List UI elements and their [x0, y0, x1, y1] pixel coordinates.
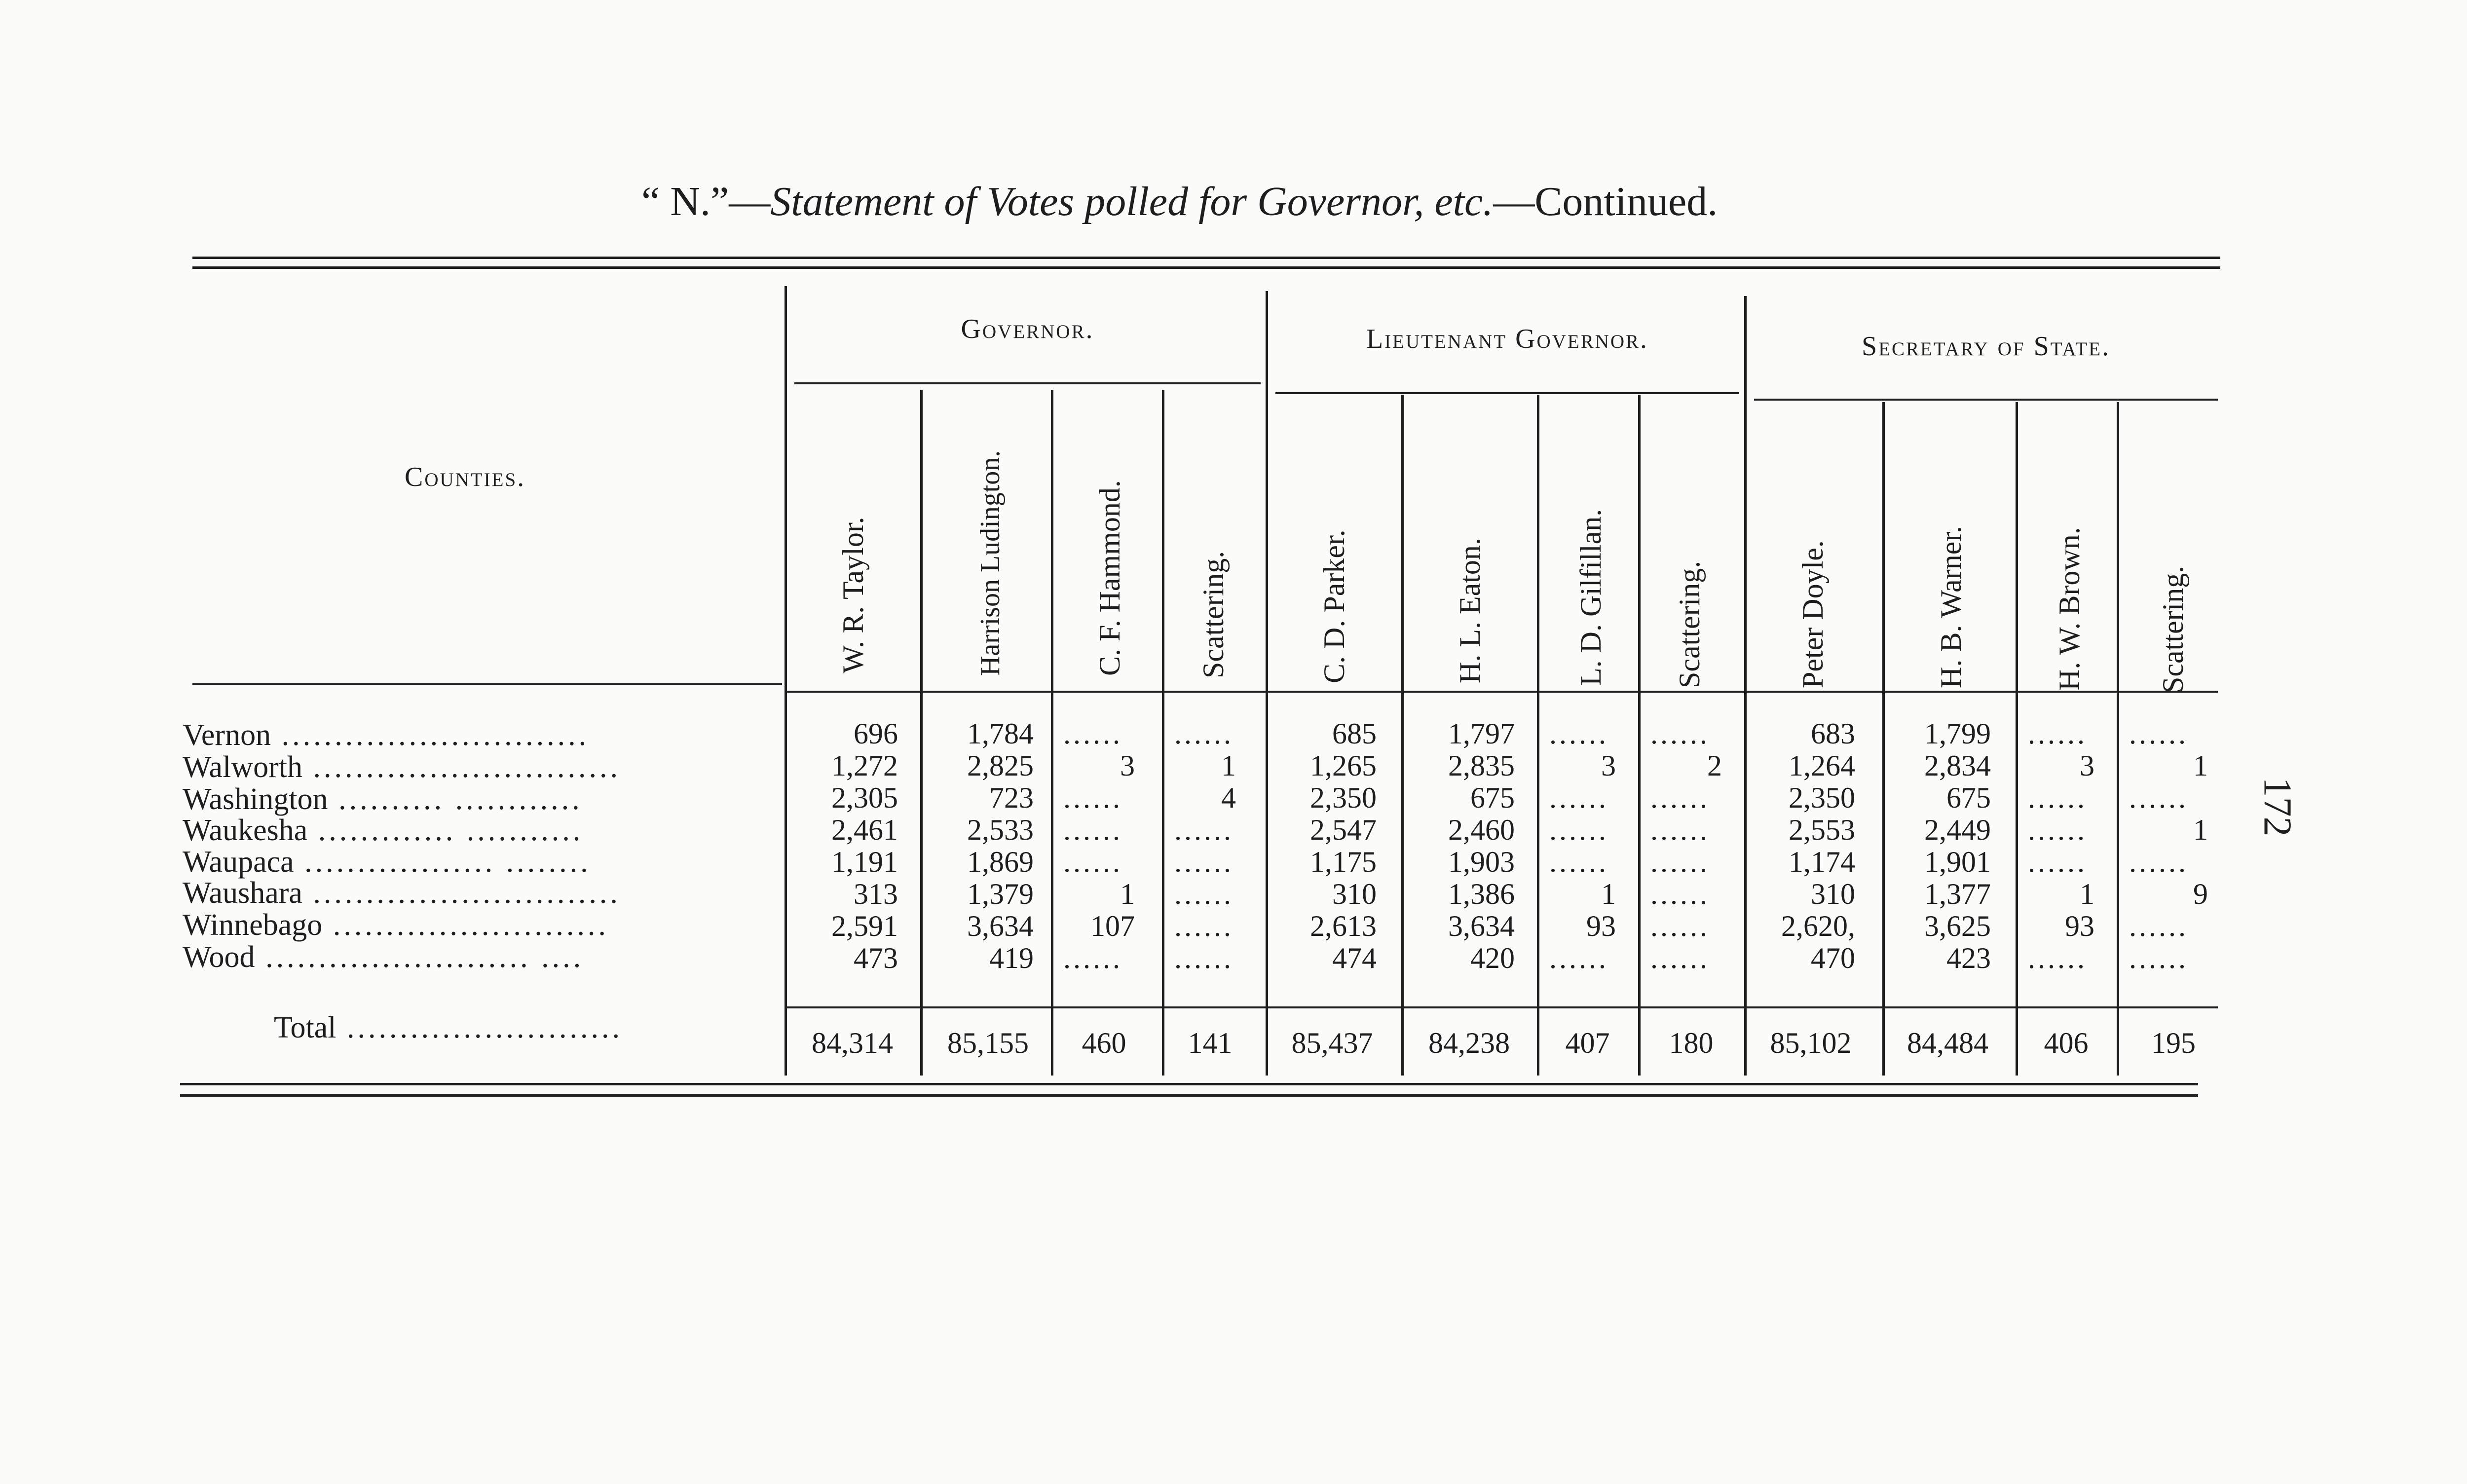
group-governor: Governor.: [961, 314, 1094, 344]
empty-cell-leader: ......: [2129, 846, 2188, 878]
table-cell: 696: [854, 717, 898, 750]
empty-cell-leader: ......: [2028, 846, 2087, 878]
counties-underline: [192, 683, 782, 685]
col-header-w-r-taylor: W. R. Taylor.: [837, 517, 869, 673]
table-cell: 3: [1601, 749, 1616, 782]
table-cell: 1,386: [1448, 878, 1515, 910]
leader-dots: ......................... ....: [255, 940, 584, 974]
county-name: [183, 908, 770, 943]
county-name-text: Wood: [183, 940, 255, 974]
table-cell: 420: [1470, 942, 1515, 974]
empty-cell-leader: ......: [1650, 878, 1710, 910]
county-name-text: Waukesha: [183, 814, 308, 847]
total-leader-dots: ..........................: [336, 1011, 623, 1044]
table-cell: 3: [1120, 749, 1135, 782]
table-cell: 3,634: [967, 910, 1034, 942]
col-sep-11: [2016, 402, 2018, 1076]
table-cell: 2: [1707, 749, 1722, 782]
leader-dots: .............................: [302, 750, 621, 784]
table-cell: 419: [989, 942, 1034, 974]
table-cell: 1,903: [1448, 846, 1515, 878]
col-sep-12: [2117, 402, 2119, 1076]
empty-cell-leader: ......: [1549, 781, 1608, 814]
empty-cell-leader: ......: [2028, 942, 2087, 974]
empty-cell-leader: ......: [2129, 942, 2188, 974]
table-cell: 2,533: [967, 814, 1034, 846]
empty-cell-leader: ......: [2028, 781, 2087, 814]
county-name: [183, 750, 770, 785]
table-cell: 1,797: [1448, 717, 1515, 750]
table-cell: 1: [2193, 749, 2208, 782]
bottom-rule-1: [180, 1083, 2198, 1085]
col-sep-4: [1162, 390, 1164, 1076]
col-header-scattering-lieut: Scattering.: [1673, 560, 1706, 688]
table-cell: 1,784: [967, 717, 1034, 750]
empty-cell-leader: ......: [2129, 781, 2188, 814]
table-cell: 107: [1090, 910, 1135, 942]
total-cell: 85,155: [947, 1027, 1029, 1059]
empty-cell-leader: ......: [1549, 814, 1608, 846]
county-name: [183, 813, 770, 848]
table-cell: 1,174: [1789, 846, 1855, 878]
table-cell: 2,834: [1924, 749, 1991, 782]
table-cell: 310: [1332, 878, 1377, 910]
county-name-text: Walworth: [183, 750, 302, 784]
table-cell: 1,379: [967, 878, 1034, 910]
empty-cell-leader: ......: [2129, 910, 2188, 942]
empty-cell-leader: ......: [1063, 942, 1122, 974]
empty-cell-leader: ......: [2028, 717, 2087, 750]
empty-cell-leader: ......: [1174, 846, 1234, 878]
total-cell: 141: [1188, 1027, 1233, 1059]
page-title: [641, 178, 1776, 225]
table-cell: 3: [2080, 749, 2094, 782]
county-name-text: Waushara: [183, 876, 302, 910]
title-prefix: “ N.”—: [641, 179, 771, 224]
total-top-rule: [787, 1006, 2218, 1008]
table-cell: 2,547: [1310, 814, 1377, 846]
total-cell: 85,437: [1291, 1027, 1373, 1059]
total-cell: 84,238: [1428, 1027, 1510, 1059]
empty-cell-leader: ......: [1174, 910, 1234, 942]
table-cell: 2,305: [831, 781, 898, 814]
table-cell: 2,835: [1448, 749, 1515, 782]
table-cell: 675: [1470, 781, 1515, 814]
leader-dots: ..........................: [322, 908, 609, 942]
empty-cell-leader: ......: [1650, 910, 1710, 942]
sec-underline: [1754, 399, 2218, 401]
table-cell: 2,591: [831, 910, 898, 942]
total-label-text: Total: [274, 1011, 336, 1044]
table-cell: 93: [1586, 910, 1616, 942]
empty-cell-leader: ......: [2129, 717, 2188, 750]
counties-header: Counties.: [405, 462, 526, 492]
table-cell: 313: [854, 878, 898, 910]
table-cell: 473: [854, 942, 898, 974]
col-header-scattering-gov: Scattering.: [1197, 551, 1230, 678]
leader-dots: .............................: [271, 718, 590, 752]
col-header-scattering-sec: Scattering.: [2157, 565, 2189, 693]
total-cell: 84,314: [812, 1027, 893, 1059]
table-cell: 723: [989, 781, 1034, 814]
table-cell: 4: [1221, 781, 1236, 814]
leader-dots: .............................: [302, 876, 621, 910]
total-cell: 460: [1082, 1027, 1126, 1059]
empty-cell-leader: ......: [1174, 878, 1234, 910]
title-suffix: —Continued.: [1493, 179, 1718, 224]
total-cell: 407: [1565, 1027, 1610, 1059]
table-cell: 1: [1221, 749, 1236, 782]
table-cell: 2,825: [967, 749, 1034, 782]
table-cell: 474: [1332, 942, 1377, 974]
empty-cell-leader: ......: [1549, 717, 1608, 750]
col-header-l-d-gilfillan: L. D. Gilfillan.: [1574, 509, 1607, 686]
table-cell: 3,625: [1924, 910, 1991, 942]
table-cell: 1,901: [1924, 846, 1991, 878]
table-cell: 1,265: [1310, 749, 1377, 782]
table-cell: 2,350: [1310, 781, 1377, 814]
empty-cell-leader: ......: [1650, 781, 1710, 814]
gov-underline: [794, 382, 1261, 384]
empty-cell-leader: ......: [1063, 814, 1122, 846]
county-name: [183, 876, 770, 911]
total-cell: 195: [2151, 1027, 2196, 1059]
col-sep-8: [1638, 395, 1641, 1076]
lieut-underline: [1275, 392, 1739, 394]
col-header-harrison-ludington: Harrison Ludington.: [975, 450, 1006, 676]
col-header-h-b-warner: H. B. Warner.: [1935, 525, 1967, 688]
table-cell: 1: [2080, 878, 2094, 910]
table-cell: 423: [1946, 942, 1991, 974]
col-header-peter-doyle: Peter Doyle.: [1796, 540, 1829, 688]
table-cell: 1,191: [831, 846, 898, 878]
leader-dots: .................. ........: [294, 845, 591, 879]
leader-dots: ............. ...........: [307, 814, 584, 847]
table-cell: 2,461: [831, 814, 898, 846]
empty-cell-leader: ......: [1650, 942, 1710, 974]
empty-cell-leader: ......: [1549, 846, 1608, 878]
county-name: [183, 845, 770, 880]
col-sep-3: [1051, 390, 1053, 1076]
county-name-text: Winnebago: [183, 908, 323, 942]
county-name-text: Vernon: [183, 718, 271, 752]
table-cell: 9: [2193, 878, 2208, 910]
col-header-c-f-hammond: C. F. Hammond.: [1093, 480, 1126, 676]
table-cell: 1: [1120, 878, 1135, 910]
empty-cell-leader: ......: [1650, 814, 1710, 846]
total-cell: 406: [2044, 1027, 2089, 1059]
empty-cell-leader: ......: [1063, 781, 1122, 814]
col-header-h-w-brown: H. W. Brown.: [2053, 527, 2086, 691]
table-cell: 1,272: [831, 749, 898, 782]
col-header-c-d-parker: C. D. Parker.: [1318, 529, 1350, 683]
top-rule-1: [192, 257, 2220, 259]
table-cell: 1,264: [1789, 749, 1855, 782]
top-rule-2: [192, 266, 2220, 269]
empty-cell-leader: ......: [1063, 846, 1122, 878]
empty-cell-leader: ......: [1549, 942, 1608, 974]
table-cell: 675: [1946, 781, 1991, 814]
table-cell: 1,799: [1924, 717, 1991, 750]
group-secretary-of-state: Secretary of State.: [1862, 331, 2110, 362]
county-name-text: Waupaca: [183, 845, 294, 879]
table-cell: 1,377: [1924, 878, 1991, 910]
table-cell: 93: [2065, 910, 2094, 942]
group-lieutenant-governor: Lieutenant Governor.: [1366, 324, 1649, 354]
county-name-text: Washington: [183, 782, 328, 816]
empty-cell-leader: ......: [1650, 717, 1710, 750]
empty-cell-leader: ......: [1174, 814, 1234, 846]
empty-cell-leader: ......: [1174, 942, 1234, 974]
table-cell: 2,460: [1448, 814, 1515, 846]
total-cell: 180: [1669, 1027, 1714, 1059]
table-cell: 2,449: [1924, 814, 1991, 846]
table-cell: 1,175: [1310, 846, 1377, 878]
page-number: 172: [2255, 777, 2299, 837]
title-italic: Statement of Votes polled for Governor, etc.: [770, 179, 1494, 224]
table-cell: 2,553: [1789, 814, 1855, 846]
leader-dots: .......... ............: [328, 782, 583, 816]
table-cell: 2,350: [1789, 781, 1855, 814]
empty-cell-leader: ......: [1063, 717, 1122, 750]
table-cell: 2,613: [1310, 910, 1377, 942]
bottom-rule-2: [180, 1094, 2198, 1097]
empty-cell-leader: ......: [1174, 717, 1234, 750]
empty-cell-leader: ......: [1650, 846, 1710, 878]
col-header-h-l-eaton: H. L. Eaton.: [1454, 538, 1486, 683]
county-name: [183, 718, 770, 753]
county-name: [183, 940, 770, 975]
total-label: [274, 1010, 623, 1045]
col-sep-7: [1537, 395, 1539, 1076]
table-cell: 470: [1811, 942, 1855, 974]
table-cell: 310: [1811, 878, 1855, 910]
table-cell: 1,869: [967, 846, 1034, 878]
table-cell: 685: [1332, 717, 1377, 750]
county-name: [183, 782, 770, 817]
table-cell: 1: [1601, 878, 1616, 910]
table-cell: 2,620,: [1781, 910, 1855, 942]
total-cell: 85,102: [1770, 1027, 1852, 1059]
table-cell: 683: [1811, 717, 1855, 750]
total-cell: 84,484: [1907, 1027, 1988, 1059]
table-cell: 3,634: [1448, 910, 1515, 942]
empty-cell-leader: ......: [2028, 814, 2087, 846]
table-cell: 1: [2193, 814, 2208, 846]
header-bottom-rule: [787, 691, 2218, 693]
